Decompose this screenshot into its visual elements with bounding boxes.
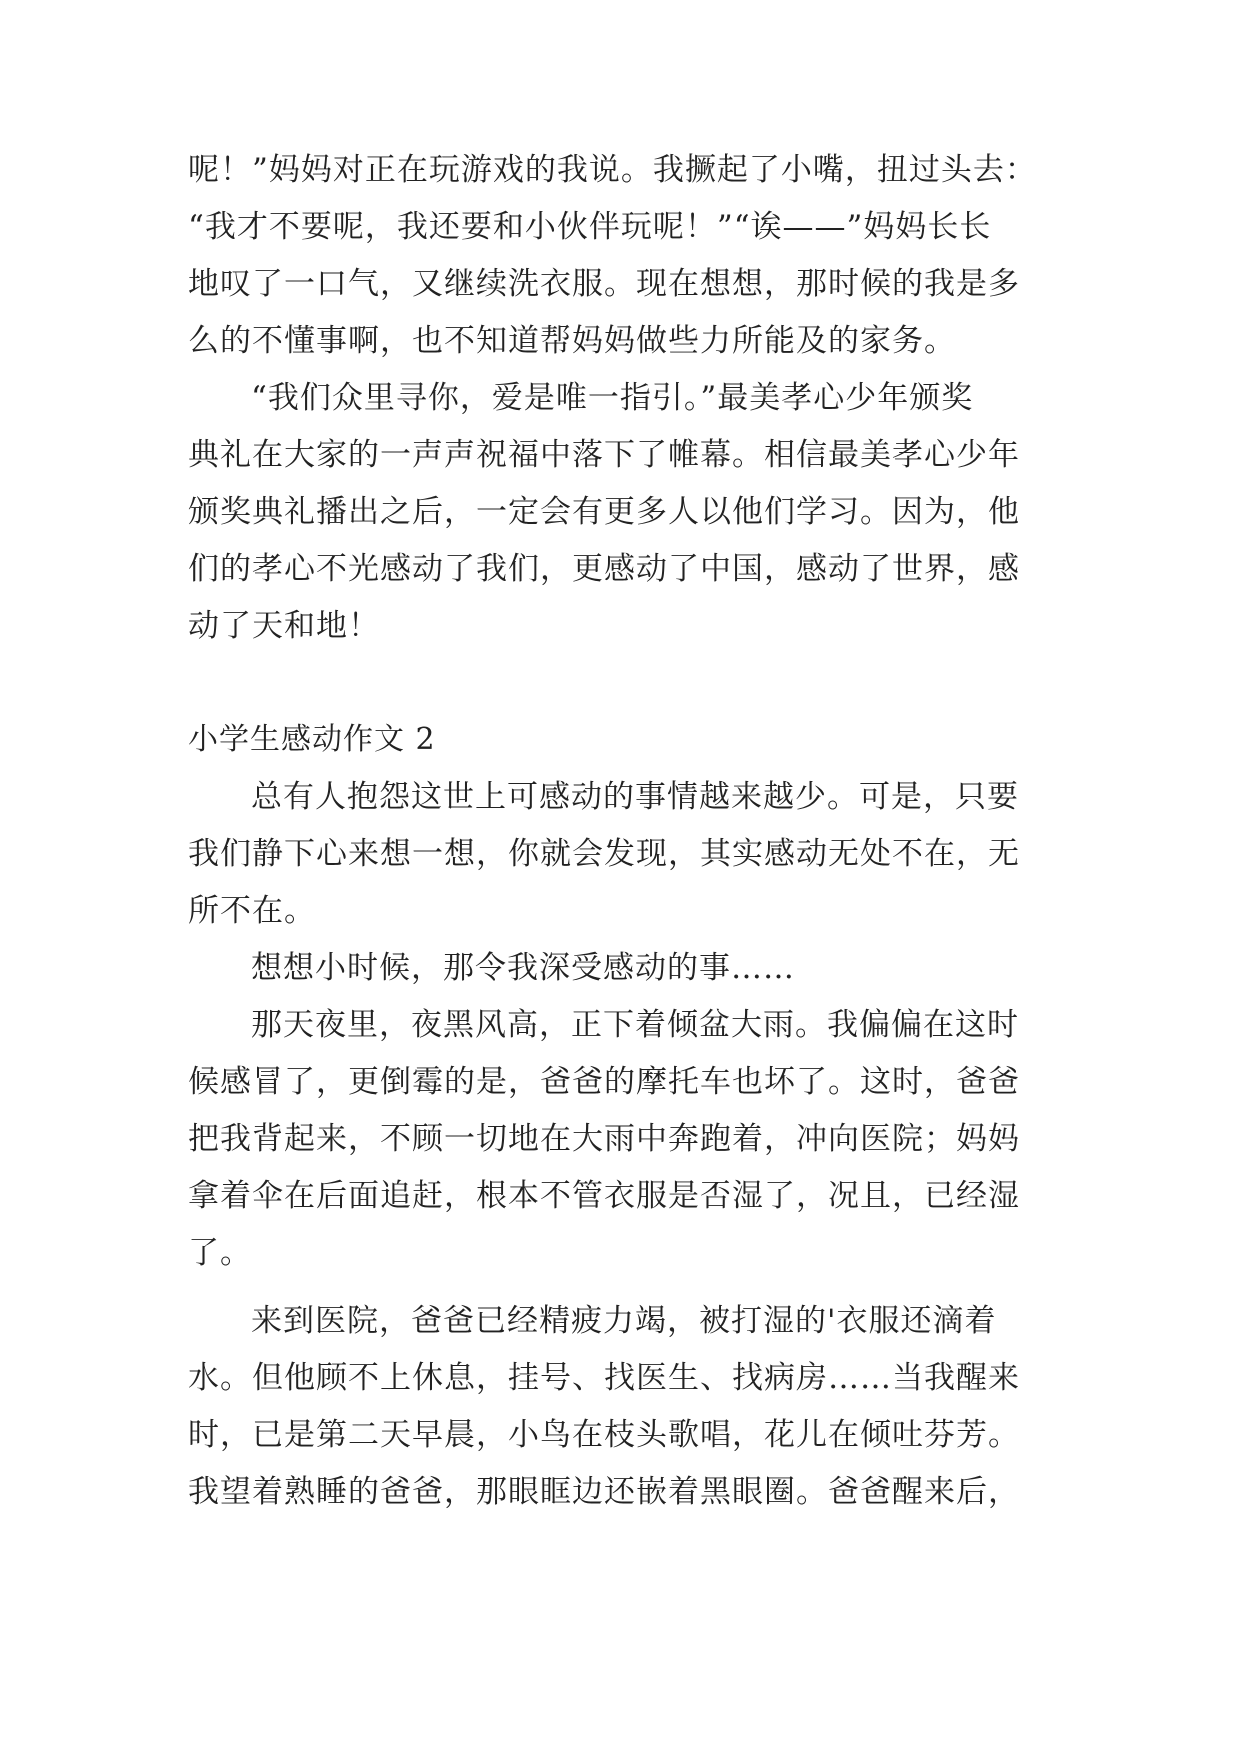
paragraph-line: 我们静下心来想一想，你就会发现，其实感动无处不在，无 [188, 836, 1020, 872]
paragraph-line: 典礼在大家的一声声祝福中落下了帷幕。相信最美孝心少年 [188, 437, 1020, 473]
paragraph-line: “我们众里寻你，爱是唯一指引。”最美孝心少年颁奖 [251, 380, 974, 416]
paragraph-line: 所不在。 [188, 893, 316, 929]
paragraph-line: 们的孝心不光感动了我们，更感动了中国，感动了世界，感 [188, 551, 1020, 587]
paragraph-line: 拿着伞在后面追赶，根本不管衣服是否湿了，况且，已经湿 [188, 1178, 1020, 1214]
paragraph-line: 总有人抱怨这世上可感动的事情越来越少。可是，只要 [251, 779, 1019, 815]
paragraph-line: 动了天和地！ [188, 608, 380, 644]
paragraph-line: 时，已是第二天早晨，小鸟在枝头歌唱，花儿在倾吐芬芳。 [188, 1417, 1020, 1453]
paragraph-line: “我才不要呢，我还要和小伙伴玩呢！”“诶——”妈妈长长 [188, 209, 992, 245]
paragraph-line: 地叹了一口气，又继续洗衣服。现在想想，那时候的我是多 [188, 266, 1020, 302]
section-heading: 小学生感动作文 2 [188, 722, 436, 757]
paragraph-line: 水。但他顾不上休息，挂号、找医生、找病房……当我醒来 [188, 1360, 1020, 1396]
paragraph-line: 想想小时候，那令我深受感动的事…… [251, 950, 795, 986]
paragraph-line: 来到医院，爸爸已经精疲力竭，被打湿的'衣服还滴着 [251, 1303, 997, 1339]
paragraph-line: 呢！”妈妈对正在玩游戏的我说。我撅起了小嘴，扭过头去： [188, 152, 1037, 188]
paragraph-line: 候感冒了，更倒霉的是，爸爸的摩托车也坏了。这时，爸爸 [188, 1064, 1020, 1100]
paragraph-line: 我望着熟睡的爸爸，那眼眶边还嵌着黑眼圈。爸爸醒来后， [188, 1474, 1020, 1510]
paragraph-line: 那天夜里，夜黑风高，正下着倾盆大雨。我偏偏在这时 [251, 1007, 1019, 1043]
paragraph-line: 把我背起来，不顾一切地在大雨中奔跑着，冲向医院；妈妈 [188, 1121, 1020, 1157]
paragraph-line: 颁奖典礼播出之后，一定会有更多人以他们学习。因为，他 [188, 494, 1020, 530]
paragraph-line: 么的不懂事啊，也不知道帮妈妈做些力所能及的家务。 [188, 323, 956, 359]
paragraph-line: 了。 [188, 1235, 252, 1271]
